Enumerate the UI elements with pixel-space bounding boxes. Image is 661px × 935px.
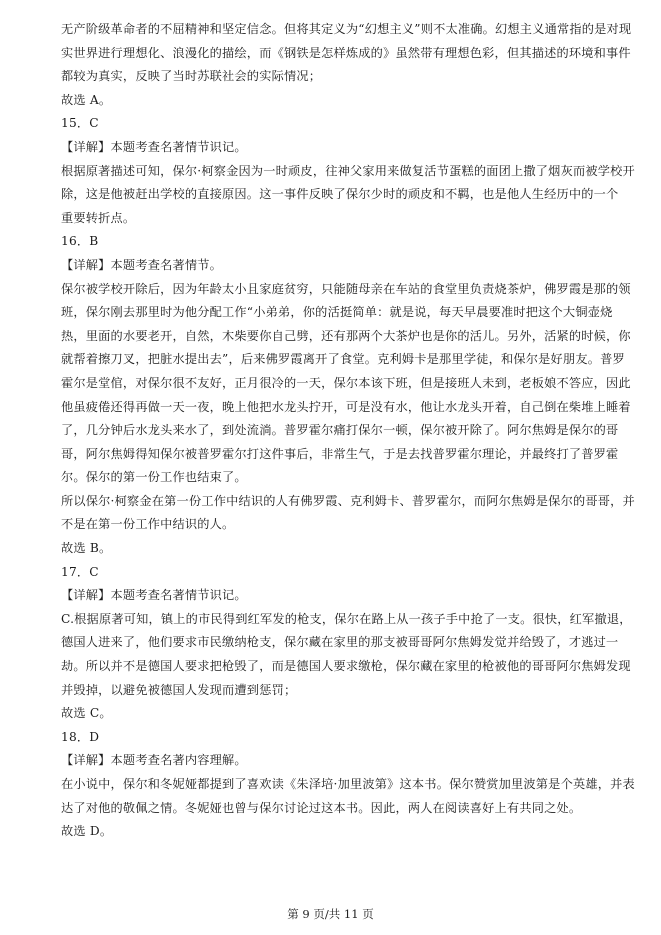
text-line: 无产阶级革命者的不屈精神和坚定信念。但将其定义为“幻想主义”则不太准确。幻想主义通常指的是对现 (61, 22, 632, 36)
text-line: 保尔被学校开除后，因为年龄太小且家庭贫穷，只能随母亲在车站的食堂里负责烧茶炉，佛罗霞是那的领 (61, 281, 631, 296)
text-line: 18．D (61, 729, 100, 744)
text-line: 故选 C。 (61, 706, 112, 721)
text-line: 就帮着擦刀叉，把脏水提出去”，后来佛罗霞离开了食堂。克利姆卡是那里学徒，和保尔是好朋友。普罗 (61, 352, 625, 367)
text-line: 【详解】本题考查名著情节识记。 (61, 588, 247, 603)
text-line: 16．B (61, 234, 99, 249)
text-line: 都较为真实，反映了当时苏联社会的实际情况； (61, 69, 322, 84)
text-line: 并毁掉，以避免被德国人发现而遭到惩罚； (61, 682, 297, 697)
text-line: 霍尔是堂倌，对保尔很不友好，正月很冷的一天，保尔本该下班，但是接班人未到，老板娘不答应，因此 (61, 375, 631, 390)
text-line: 实世界进行理想化、浪漫化的描绘，而《钢铁是怎样炼成的》虽然带有理想色彩，但其描述的环境和事件 (61, 45, 631, 60)
answer-explanation-text (61, 18, 635, 844)
text-line: 在小说中，保尔和冬妮娅都提到了喜欢读《朱泽培·加里波第》这本书。保尔赞赏加里波第是个英雄，并表 (61, 777, 635, 791)
text-line: 故选 B。 (61, 541, 112, 556)
text-line: 他虽疲倦还得再做一天一夜，晚上他把水龙头拧开，可是没有水，他让水龙头开着，自己倒在柴堆上睡着 (61, 399, 631, 414)
text-line: 热，里面的水要老开，自然，木柴要你自己劈，还有那两个大茶炉也是你的活儿。另外，活紧的时候，你 (61, 328, 631, 343)
text-line: 重要转折点。 (61, 210, 136, 225)
text-line: 了，几分钟后水龙头来水了，到处流淌。普罗霍尔痛打保尔一顿，保尔被开除了。阿尔焦姆是保尔的哥 (61, 423, 619, 438)
text-line: 【详解】本题考查名著情节识记。 (61, 139, 247, 154)
text-line: C.根据原著可知，镇上的市民得到红军发的枪支，保尔在路上从一孩子手中抢了一支。很快，红军撤退， (61, 611, 632, 626)
text-line: 根据原著描述可知，保尔·柯察金因为一时顽皮，往神父家用来做复活节蛋糕的面团上撒了烟灰而被学校开 (61, 163, 635, 178)
page-number-footer: 第 9 页/共 11 页 (287, 907, 374, 921)
text-line: 故选 A。 (61, 92, 112, 107)
text-line: 15．C (61, 116, 99, 131)
text-line: 除，这是他被赶出学校的直接原因。这一事件反映了保尔少时的顽皮和不羁，也是他人生经历中的一个 (61, 187, 619, 202)
text-line: 德国人进来了，他们要求市民缴纳枪支，保尔藏在家里的那支被哥哥阿尔焦姆发觉并给毁了，才逃过一 (61, 635, 619, 650)
text-line: 劫。所以并不是德国人要求把枪毁了，而是德国人要求缴枪，保尔藏在家里的枪被他的哥哥阿尔焦姆发现 (61, 659, 631, 674)
text-line: 尔。保尔的第一份工作也结束了。 (61, 470, 247, 485)
text-line: 不是在第一份工作中结识的人。 (61, 517, 235, 532)
text-line: 故选 D。 (61, 824, 113, 839)
text-line: 17．C (61, 564, 99, 579)
text-line: 所以保尔·柯察金在第一份工作中结识的人有佛罗霞、克利姆卡、普罗霍尔，而阿尔焦姆是保尔的哥哥，并 (61, 493, 635, 508)
text-line: 【详解】本题考查名著内容理解。 (61, 753, 247, 768)
text-line: 【详解】本题考查名著情节。 (61, 257, 223, 272)
text-line: 班，保尔刚去那里时为他分配工作“小弟弟，你的活挺简单：就是说，每天早晨要准时把这个大铜壶烧 (61, 305, 613, 320)
text-line: 达了对他的敬佩之情。冬妮娅也曾与保尔讨论过这本书。因此，两人在阅读喜好上有共同之处。 (61, 800, 582, 815)
text-line: 哥，阿尔焦姆得知保尔被普罗霍尔打这件事后，非常生气，于是去找普罗霍尔理论，并最终打了普罗霍 (61, 446, 619, 461)
